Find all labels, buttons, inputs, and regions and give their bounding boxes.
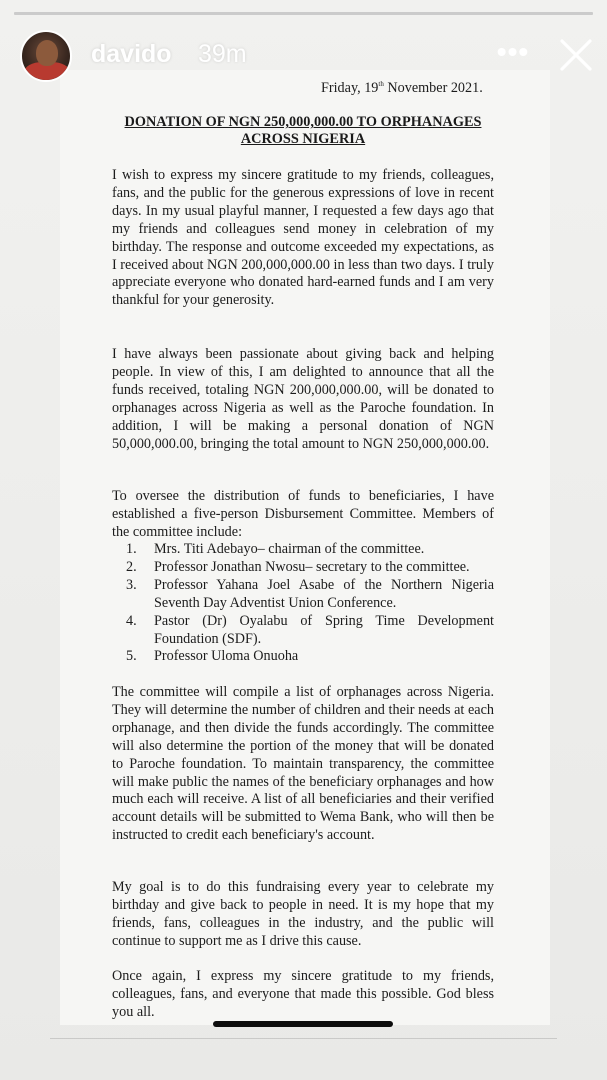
story-header — [18, 28, 591, 84]
post-time: 39m — [198, 40, 247, 68]
committee-list — [112, 541, 494, 666]
more-options-icon[interactable]: ••• — [496, 36, 530, 67]
letter-paragraph: I wish to express my sincere gratitude to my friends, colleagues, fans, and the public for the generous expressions of love in recent days. In my usual playful manner, I requested a few days ago that my friends and colleagues send money in celebration of my birthday. The response and outcome exceeded my expectations, as I received about NGN 200,000,000.00 in less than two days. I truly appreciate everyone who donated hard-earned funds and I am very thankful for your generosity. — [112, 167, 494, 309]
letter-paragraph: I have always been passionate about giving back and helping people. In view of this, I am delighted to announce that all the funds received, totaling NGN 200,000,000.00, will be donated to orphanages across Nigeria as well as the Paroche foundation. In addition, I will be making a personal donation of NGN 50,000,000.00, bringing the total amount to NGN 250,000,000.00. — [112, 346, 494, 452]
letter-date: Friday, 19th November 2021. — [321, 80, 483, 96]
letter-title: DONATION OF NGN 250,000,000.00 TO ORPHANAGES ACROSS NIGERIA — [124, 114, 482, 147]
close-icon[interactable] — [558, 37, 594, 73]
story-scrubber[interactable] — [213, 1021, 393, 1027]
username[interactable]: davido — [91, 40, 172, 68]
story-progress-bar — [14, 12, 593, 15]
letter-paragraph: My goal is to do this fundraising every year to celebrate my birthday and give back to people in need. It is my hope that my friends, fans, colleagues in the industry, and the public will continue to support me as I drive this cause. — [112, 879, 494, 949]
list-item: 4. Pastor (Dr) Oyalabu of Spring Time Development Foundation (SDF). — [126, 612, 494, 647]
list-item: 2. Professor Jonathan Nwosu– secretary to the committee. — [126, 558, 470, 575]
list-item: 1. Mrs. Titi Adebayo– chairman of the committee. — [126, 541, 425, 557]
avatar[interactable] — [20, 30, 72, 82]
letter-paragraph: The committee will compile a list of orphanages across Nigeria. They will determine the number of children and their needs at each orphanage, and then divide the funds accordingly. The committee will also determine the portion of the money that will be donated to Paroche foundation. To maintain transparency, the committee will make public the names of the beneficiary orphanages and how much each will receive. A list of all beneficiaries and their verified account details will be submitted to Wema Bank, who will then be instructed to credit each beneficiary's account. — [112, 684, 494, 844]
avatar-face — [36, 40, 58, 66]
list-item: 3. Professor Yahana Joel Asabe of the Northern Nigeria Seventh Day Adventist Union Conference. — [126, 576, 494, 611]
divider — [50, 1038, 557, 1039]
letter-paragraph: Once again, I express my sincere gratitude to my friends, colleagues, fans, and everyone that made this possible. God bless you all. — [112, 968, 494, 1020]
progress-segment — [14, 12, 593, 15]
list-item: 5. Professor Uloma Onuoha — [126, 648, 299, 665]
letter-paragraph: To oversee the distribution of funds to beneficiaries, I have established a five-person Disbursement Committee. Members of the committee include: — [112, 488, 494, 540]
